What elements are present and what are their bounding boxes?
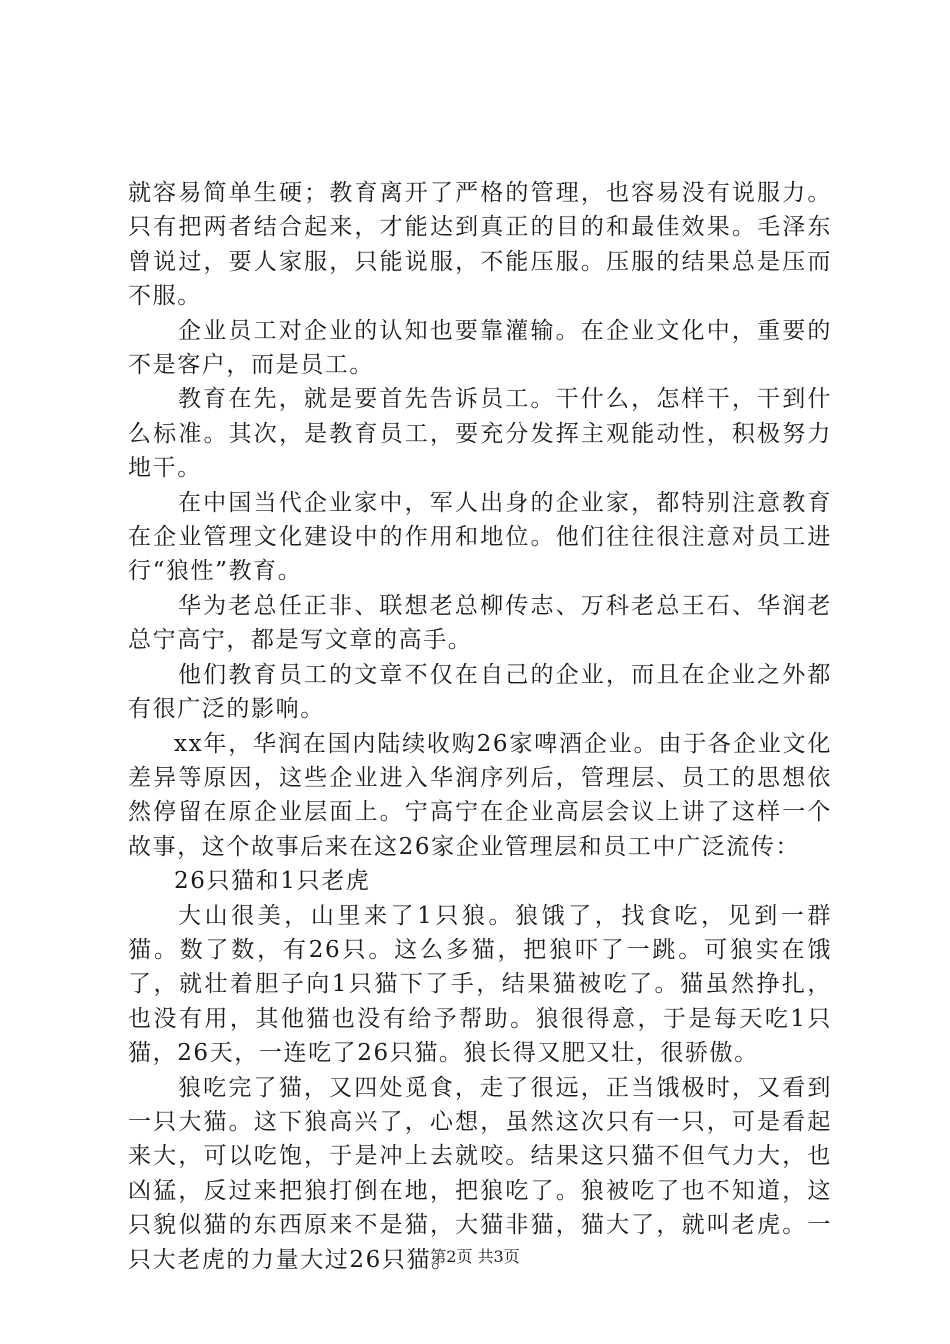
paragraph-influence: 他们教育员工的文章不仅在自己的企业，而且在企业之外都有很广泛的影响。	[128, 661, 832, 723]
paragraph-ceo-writers: 华为老总任正非、联想老总柳传志、万科老总王石、华润老总宁高宁，都是写文章的高手。	[128, 592, 832, 654]
story-title: 26只猫和1只老虎	[174, 868, 371, 895]
page-number-footer: 第2页 共3页	[430, 1247, 520, 1266]
paragraph-employee-cognition: 企业员工对企业的认知也要靠灌输。在企业文化中，重要的不是客户，而是员工。	[128, 317, 832, 379]
paragraph-story-tiger: 狼吃完了猫，又四处觅食，走了很远，正当饿极时，又看到一只大猫。这下狼高兴了，心想，虽然这次只有一只，可是看起来大，可以吃饱，于是冲上去就咬。结果这只猫不但气力大，也凶猛，反过来把狼打倒在地，把狼吃了。狼被吃了也不知道，这只貌似猫的东西原来不是猫，大猫非猫，猫大了，就叫老虎。一只大老虎的力量大过26只猫。	[128, 1074, 832, 1273]
paragraph-huarun-acquisition: xx年，华润在国内陆续收购26家啤酒企业。由于各企业文化差异等原因，这些企业进入华润序列后，管理层、员工的思想依然停留在原企业层面上。宁高宁在企业高层会议上讲了这样一个故事，这个故事后来在这26家企业管理层和员工中广泛流传：	[128, 730, 832, 860]
paragraph-continuation: 就容易简单生硬；教育离开了严格的管理，也容易没有说服力。只有把两者结合起来，才能达到真正的目的和最佳效果。毛泽东曾说过，要人家服，只能说服，不能压服。压服的结果总是压而不服。	[128, 180, 832, 310]
paragraph-education-first: 教育在先，就是要首先告诉员工。干什么，怎样干，干到什么标准。其次，是教育员工，要充分发挥主观能动性，积极努力地干。	[128, 386, 832, 482]
paragraph-military-entrepreneurs: 在中国当代企业家中，军人出身的企业家，都特别注意教育在企业管理文化建设中的作用和地位。他们往往很注意对员工进行“狼性”教育。	[128, 489, 832, 585]
document-body	[128, 176, 832, 1277]
paragraph-story-wolf: 大山很美，山里来了1只狼。狼饿了，找食吃，见到一群猫。数了数，有26只。这么多猫，把狼吓了一跳。可狼实在饿了，就壮着胆子向1只猫下了手，结果猫被吃了。猫虽然挣扎，也没有用，其他猫也没有给予帮助。狼很得意，于是每天吃1只猫，26天，一连吃了26只猫。狼长得又肥又壮，很骄傲。	[128, 902, 832, 1067]
